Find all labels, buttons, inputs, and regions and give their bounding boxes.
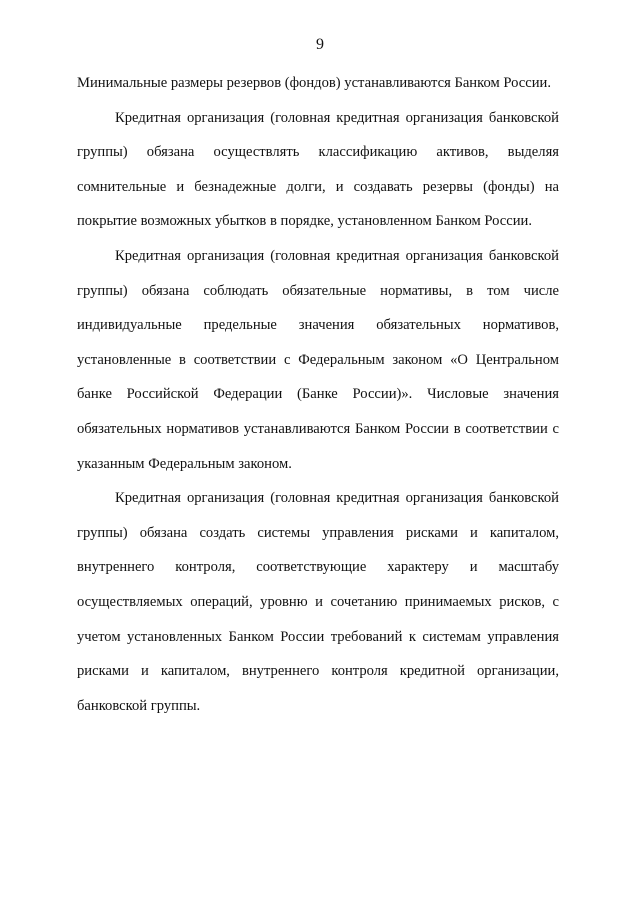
body-text [77, 66, 559, 723]
paragraph-risk-management: Кредитная организация (головная кредитная организация банковской группы) обязана создать системы управления рисками и капиталом, внутреннего контроля, соответствующие характеру и масштабу осуществляемых операций, уровню и сочетанию принимаемых рисков, с учетом установленных Банком России требований к системам управления рисками и капиталом, внутреннего контроля кредитной организации, банковской группы. [77, 490, 559, 714]
paragraph-asset-classification: Кредитная организация (головная кредитная организация банковской группы) обязана осуществлять классификацию активов, выделяя сомнительные и безнадежные долги, и создавать резервы (фонды) на покрытие возможных убытков в порядке, установленном Банком России. [77, 109, 559, 230]
page-number: 9 [316, 36, 324, 53]
paragraph-mandatory-ratios: Кредитная организация (головная кредитная организация банковской группы) обязана соблюдать обязательные нормативы, в том числе индивидуальные предельные значения обязательных нормативов, установленные в соответствии с Федеральным законом «О Центральном банке Российской Федерации (Банке России)». Числовые значения обязательных нормативов устанавливаются Банком России в соответствии с указанным Федеральным законом. [77, 247, 559, 472]
paragraph-reserves-minimum: Минимальные размеры резервов (фондов) устанавливаются Банком России. [77, 75, 552, 91]
